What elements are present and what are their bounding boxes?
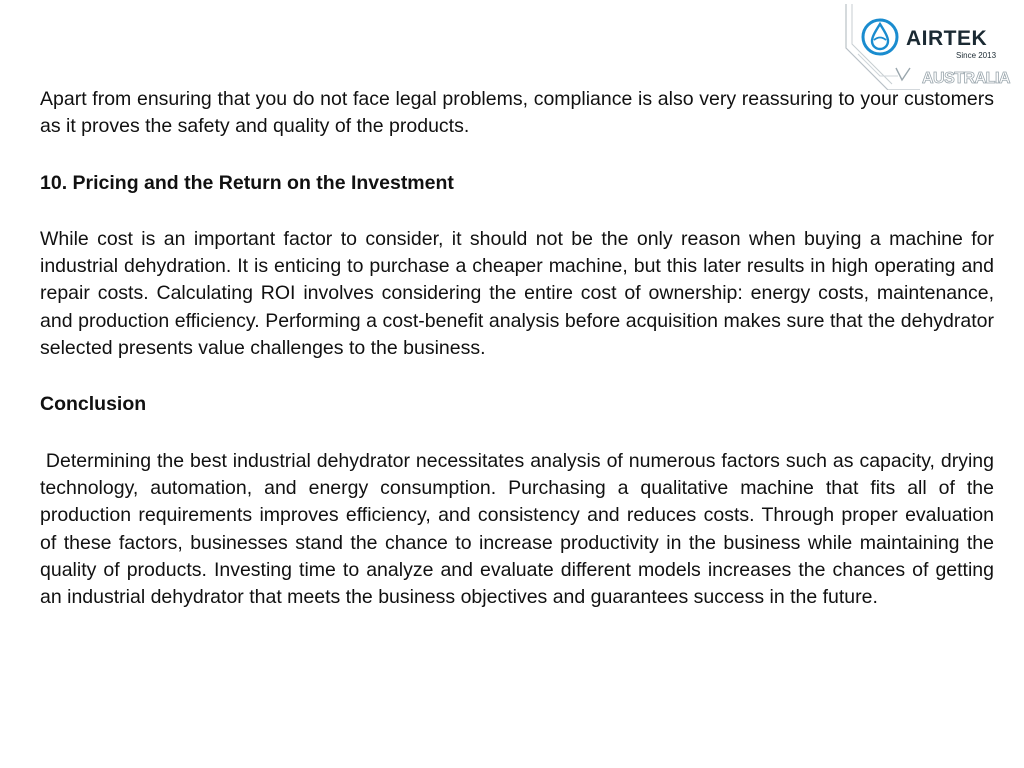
logo-region-text: AUSTRALIA	[922, 70, 1010, 87]
section-heading: 10. Pricing and the Return on the Investment	[40, 171, 454, 194]
logo-brand-name: AIRTEK	[906, 27, 988, 50]
logo-since-text: Since 2013	[956, 51, 997, 60]
section-paragraph: While cost is an important factor to consider, it should not be the only reason when buying a machine for industrial dehydration. It is enticing to purchase a cheaper machine, but this later results in high operating and repair costs. Calculating ROI involves considering the entire cost of ownership: energy costs, maintenance, and production efficiency. Performing a cost-benefit analysis before acquisition makes sure that the dehydrator selected presents value challenges to the business.	[40, 227, 994, 360]
intro-paragraph: Apart from ensuring that you do not face legal problems, compliance is also very reassuring to your customers as it proves the safety and quality of the products.	[40, 88, 994, 138]
document-body	[40, 86, 994, 611]
airtek-logo	[840, 4, 1024, 90]
conclusion-heading: Conclusion	[40, 393, 147, 416]
conclusion-paragraph: Determining the best industrial dehydrator necessitates analysis of numerous factors such as capacity, drying technology, automation, and energy consumption. Purchasing a qualitative machine that fits all of the production requirements improves efficiency, and consistency and reduces costs. Through proper evaluation of these factors, businesses stand the chance to increase productivity in the business while maintaining the quality of products. Investing time to analyze and evaluate different models increases the chances of getting an industrial dehydrator that meets the business objectives and guarantees success in the future.	[40, 449, 994, 609]
